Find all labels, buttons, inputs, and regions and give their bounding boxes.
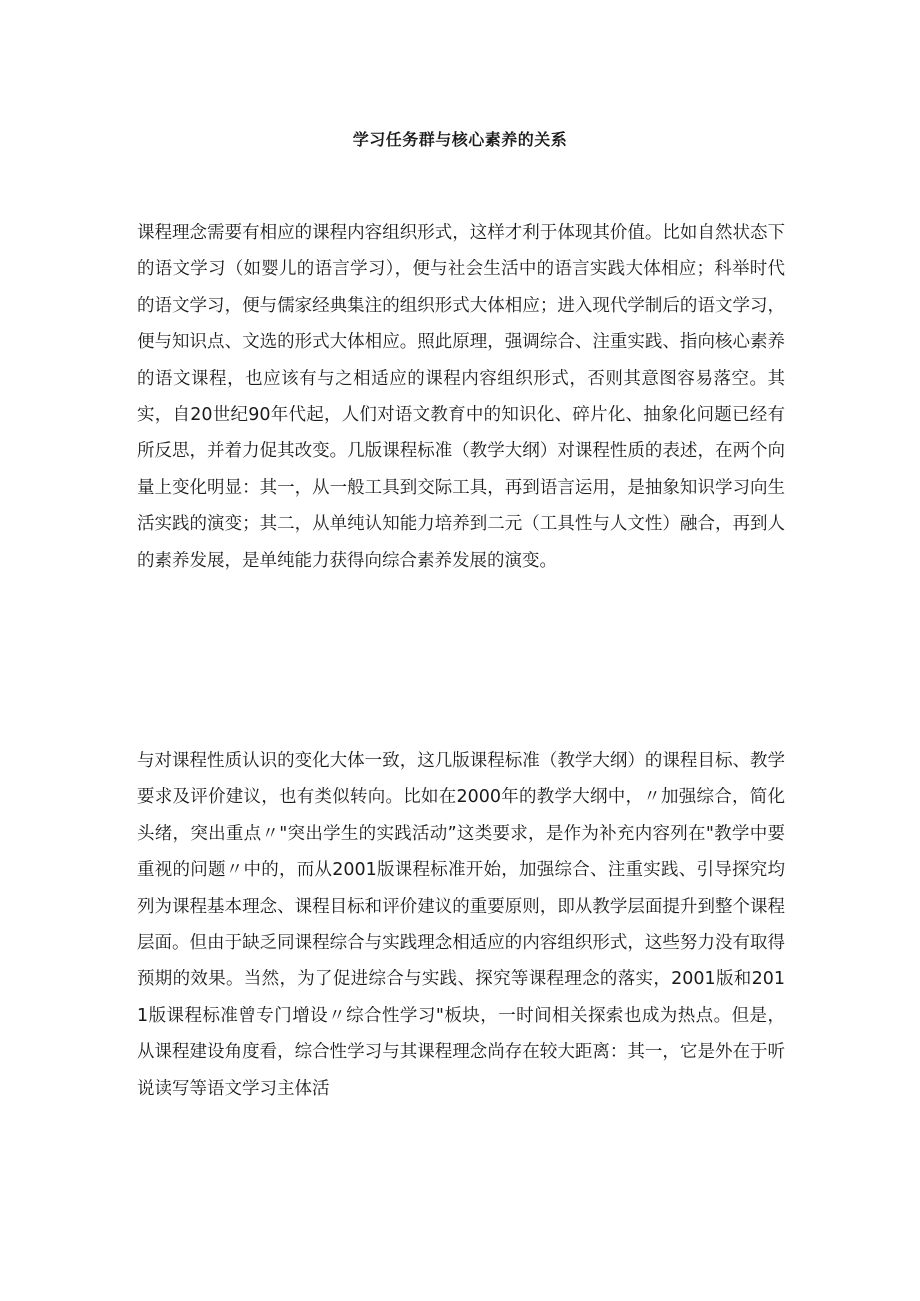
document-title: 学习任务群与核心素养的关系 (352, 130, 568, 149)
paragraph-2: 与对课程性质认识的变化大体一致，这几版课程标准（教学大纲）的课程目标、教学要求及评价建议，也有类似转向。比如在2000年的教学大纲中，〃加强综合，简化头绪，突出重点〃"突出学生的实践活动”这类要求，是作为补充内容列在"教学中要重视的问题〃中的，而从2001版课程标准开始，加强综合、注重实践、引导探究均列为课程基本理念、课程目标和评价建议的重要原则，即从教学层面提升到整个课程层面。但由于缺乏同课程综合与实践理念相适应的内容组织形式，这些努力没有取得预期的效果。当然，为了促进综合与实践、探究等课程理念的落实，2001版和2011版课程标准曾专门增设〃综合性学习"板块，一时间相关探索也成为热点。但是，从课程建设角度看，综合性学习与其课程理念尚存在较大距离：其一，它是外在于听说读写等语文学习主体活 (137, 751, 785, 1099)
paragraph-1: 课程理念需要有相应的课程内容组织形式，这样才利于体现其价值。比如自然状态下的语文学习（如婴儿的语言学习），便与社会生活中的语言实践大体相应；科举时代的语文学习，便与儒家经典集注的组织形式大体相应；进入现代学制后的语文学习，便与知识点、文选的形式大体相应。照此原理，强调综合、注重实践、指向核心素养的语文课程，也应该有与之相适应的课程内容组织形式，否则其意图容易落空。其实，自20世纪90年代起，人们对语文教育中的知识化、碎片化、抽象化问题已经有所反思，并着力促其改变。几版课程标准（教学大纲）对课程性质的表述，在两个向量上变化明显：其一，从一般工具到交际工具，再到语言运用，是抽象知识学习向生活实践的演变；其二，从单纯认知能力培养到二元（工具性与人文性）融合，再到人的素养发展，是单纯能力获得向综合素养发展的演变。 (137, 223, 785, 571)
